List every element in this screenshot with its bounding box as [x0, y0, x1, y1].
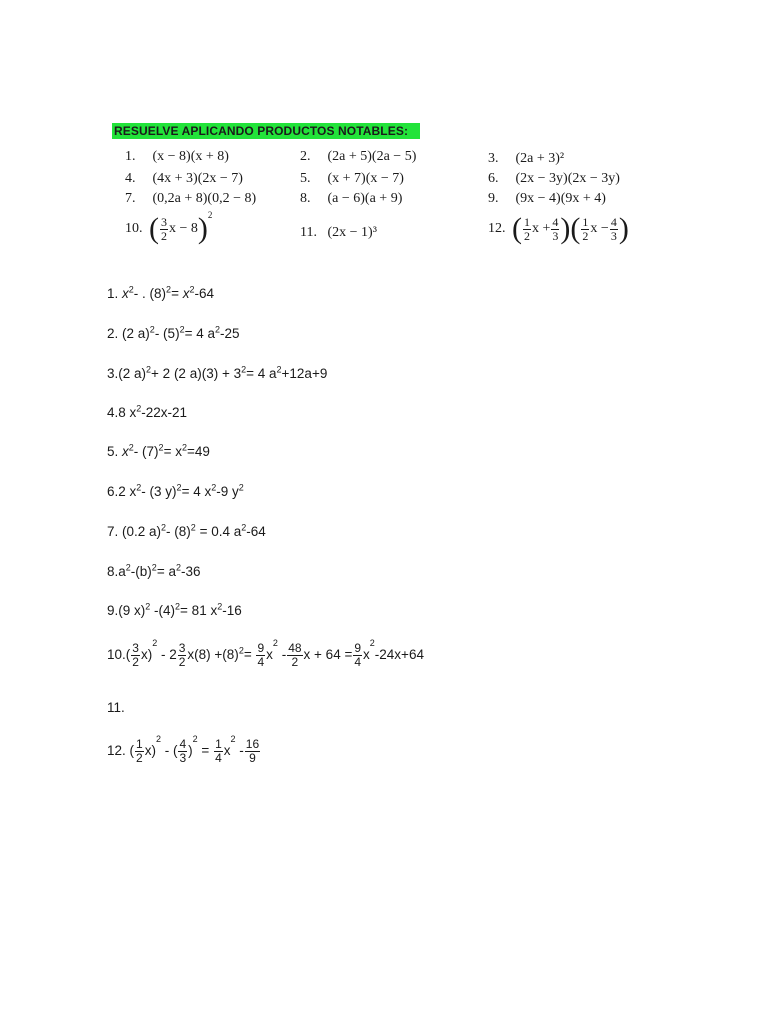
exercise-expression: x +: [532, 221, 551, 237]
exercise-expression: (4x + 3)(2x − 7): [152, 171, 243, 186]
exercise-9: [488, 190, 606, 208]
exercise-number: 3.: [488, 151, 499, 166]
exercise-3: [488, 150, 564, 168]
fraction: $\frac{3}{2}$: [161, 214, 167, 243]
exercise-number: 7.: [125, 191, 136, 206]
exercise-expression: (x + 7)(x − 7): [327, 171, 404, 186]
answer-8: $8.a^2-(b)^2= a^2-36$: [107, 562, 201, 579]
fraction: $\frac{4}{3}$: [552, 214, 559, 243]
exponent: 2: [207, 210, 213, 220]
fraction: $\frac{4}{3}$: [610, 214, 617, 243]
answer-6: 6.2 $x^2-$ (3 y)$^2$= 4 $x^2-9$ $y^2$: [107, 482, 244, 499]
answer-3: 3.(2 a)$^2$+ 2 (2 $a)(3) + 3^2= 4$ $a^2+12a+9$: [107, 364, 328, 381]
exercise-number: 11.: [300, 225, 317, 240]
exercise-expression: x −: [590, 221, 609, 237]
answer-1: 1. $x^2-$ . $(8)^2= x^2-64$: [107, 284, 214, 301]
exercise-2: [300, 148, 416, 166]
exercise-8: [300, 190, 402, 208]
exercise-number: 12.: [488, 221, 506, 237]
answer-2: 2. (2 a)$^2$- $(5)^2= 4$ $a^2-25$: [107, 324, 240, 341]
exercise-7: [125, 190, 256, 208]
exercise-12: [488, 214, 629, 244]
exercise-4: [125, 170, 243, 188]
exercise-expression: (0,2a + 8)(0,2 − 8): [152, 191, 257, 206]
answer-4: 4.8 $x^2-22x-21$: [107, 403, 188, 420]
answer-12: 12. ( $\frac{1}{2}$ x)2 - ( $\frac{4}{3}$ )2 = $\frac{1}{4}$ x2 - $\frac{16}{9}$: [107, 734, 260, 765]
exercise-1: [125, 148, 229, 166]
left-paren: (: [149, 212, 159, 245]
exercise-expression: (a − 6)(a + 9): [327, 191, 403, 206]
exercise-number: 1.: [125, 149, 136, 164]
right-paren: ): [560, 212, 571, 245]
exercise-number: 2.: [300, 149, 311, 164]
exercise-number: 4.: [125, 171, 136, 186]
exercise-6: [488, 170, 620, 188]
exercise-number: 5.: [300, 171, 311, 186]
exercise-header: RESUELVE APLICANDO PRODUCTOS NOTABLES:: [112, 123, 420, 139]
answer-10: 10.( $\frac{3}{2}$ x)2 - 2 $\frac{3}{2}$ $x(8) +(8)^2=$ $\frac{9}{4}$ x2 - $\frac{48}{2}$ x + 64 = $\frac{9}{4}$ x2-24x+64: [107, 638, 424, 669]
exercise-number: 6.: [488, 171, 499, 186]
left-paren: (: [570, 212, 581, 245]
answer-11: 11.: [107, 700, 125, 715]
answer-7: 7. (0.2 a)$^2$- $(8)^2 = 0.4$ $a^2-64$: [107, 522, 266, 539]
exercise-expression: (2x − 3y)(2x − 3y): [515, 171, 620, 186]
exercise-10: [125, 210, 213, 245]
right-paren: ): [197, 212, 208, 245]
exercise-number: 8.: [300, 191, 311, 206]
exercise-expression: (2a + 5)(2a − 5): [327, 149, 417, 164]
answer-5: 5. $x^2-$ $(7)^2= x^2=49$: [107, 442, 210, 459]
exercise-expression: (2x − 1)³: [327, 225, 377, 240]
exercise-expression: (2a + 3)²: [515, 151, 565, 166]
left-paren: (: [512, 212, 522, 245]
fraction: $\frac{1}{2}$: [524, 214, 530, 243]
fraction: $\frac{1}{2}$: [582, 214, 589, 243]
exercise-11: [300, 224, 377, 242]
exercise-expression: x − 8: [169, 221, 198, 237]
exercise-5: [300, 170, 404, 188]
exercise-number: 9.: [488, 191, 499, 206]
answer-9: 9.(9 x)$^2$ $-(4)^2= 81$ $x^2-16$: [107, 601, 242, 618]
right-paren: ): [618, 212, 629, 245]
exercise-expression: (9x − 4)(9x + 4): [515, 191, 606, 206]
exercise-number: 10.: [125, 221, 143, 237]
exercise-expression: (x − 8)(x + 8): [152, 149, 229, 164]
